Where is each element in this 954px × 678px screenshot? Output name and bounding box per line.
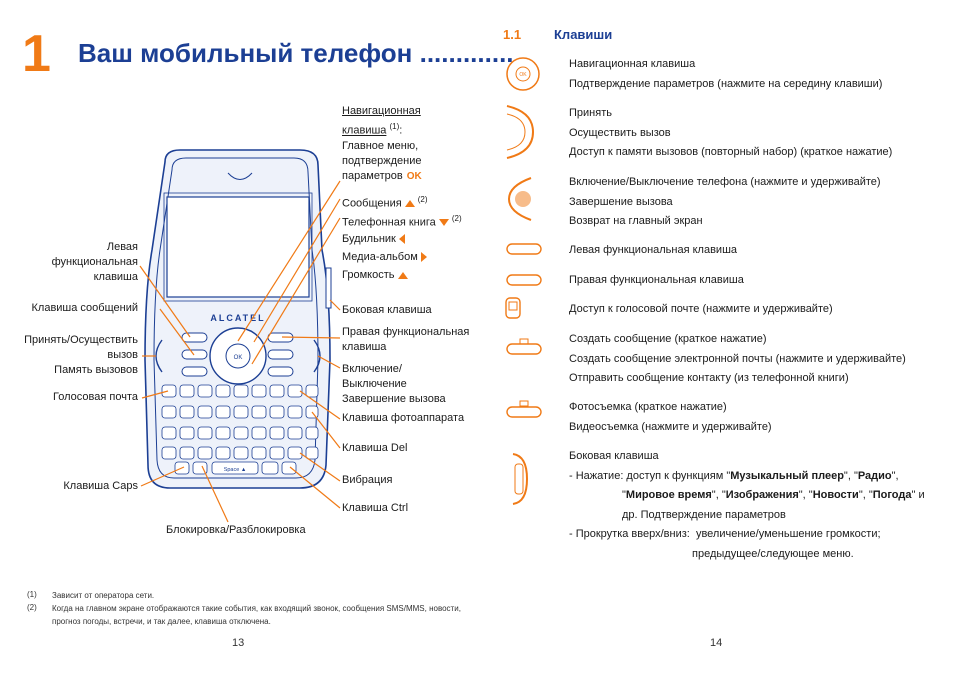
footnote-1: Зависит от оператора сети. xyxy=(52,591,155,600)
nav-key-icon xyxy=(503,56,543,92)
label-alarm: Будильник xyxy=(342,232,405,247)
camera-key-icon xyxy=(503,399,543,419)
key-row-message: Создать сообщение (краткое нажатие) Создать сообщение электронной почты (нажмите и удерживайте) Отправить сообщение контакту (из телефонной книги) xyxy=(569,333,906,384)
key-row-left-soft: Левая функциональная клавиша xyxy=(569,244,738,256)
section-number: 1.1 xyxy=(503,27,522,42)
label-volume: Громкость xyxy=(342,268,408,283)
right-soft-key-icon xyxy=(503,272,543,288)
chapter-number: 1 xyxy=(22,25,51,83)
label-left-soft-key: Левая функциональная клавиша xyxy=(51,241,138,283)
space-key-label: Space ▲ xyxy=(223,467,247,473)
footnote-1-mark: (1) xyxy=(27,590,37,599)
label-lock: Блокировка/Разблокировка xyxy=(166,524,306,536)
label-nav-key: Навигационная клавиша $^{(1)}$: Главное меню, подтверждение параметров OK xyxy=(342,105,422,182)
label-vibration: Вибрация xyxy=(342,474,393,486)
chapter-title: Ваш мобильный телефон ............. xyxy=(78,38,514,68)
footnote-2-mark: (2) xyxy=(27,603,37,612)
label-side-key: Боковая клавиша xyxy=(342,304,432,316)
section-title: Клавиши xyxy=(554,27,613,42)
label-ctrl-key: Клавиша Ctrl xyxy=(342,502,409,514)
label-caps-key: Клавиша Caps xyxy=(63,480,138,492)
label-accept-key: Принять/Осуществить вызов Память вызовов xyxy=(24,334,138,376)
end-key-icon xyxy=(503,176,543,222)
svg-text:OK: OK xyxy=(519,72,527,78)
footnote-2: Когда на главном экране отображаются такие события, как входящий звонок, сообщения SMS/MMS, новости, xyxy=(52,604,461,613)
label-phonebook: Телефонная книга $^{(2)}$ xyxy=(342,214,462,229)
message-key-icon xyxy=(503,338,543,358)
brand-logo: ALCATEL xyxy=(210,313,266,323)
side-key-icon xyxy=(503,452,533,506)
label-camera-key: Клавиша фотоаппарата xyxy=(342,412,465,424)
label-message-key: Клавиша сообщений xyxy=(31,302,138,314)
label-media: Медиа-альбом xyxy=(342,250,427,265)
label-voicemail: Голосовая почта xyxy=(53,391,138,403)
key-row-end: Включение/Выключение телефона (нажмите и удерживайте) Завершение вызова Возврат на главный экран xyxy=(569,176,881,227)
label-del-key: Клавиша Del xyxy=(342,442,408,454)
label-power: Включение/ Выключение Завершение вызова xyxy=(342,363,446,405)
key-row-right-soft: Правая функциональная клавиша xyxy=(569,274,744,286)
label-messages: Сообщения $^{(2)}$ xyxy=(342,195,428,210)
key-row-voicemail: Доступ к голосовой почте (нажмите и удерживайте) xyxy=(569,303,833,315)
call-key-icon xyxy=(503,104,543,160)
page-number-right: 14 xyxy=(710,637,723,649)
footnote-2-cont: прогноз погоды, встречи, и так далее, клавиша отключена. xyxy=(52,617,271,626)
left-soft-key-icon xyxy=(503,241,543,257)
key-row-call: Принять Осуществить вызов Доступ к памяти вызовов (повторный набор) (краткое нажатие) xyxy=(569,107,893,158)
key-row-nav: Навигационная клавиша Подтверждение параметров (нажмите на середину клавиши) xyxy=(569,58,883,90)
key-row-side: Боковая клавиша - Нажатие: доступ к функциям "Музыкальный плеер", "Радио", "Мировое время", "Изображения", "Новости", "Погода" и др. Подтверждение параметров - Прокрутка вверх/вниз: увеличение/уменьшение громкости; предыдущее/следующее меню. xyxy=(569,450,925,560)
page-number-left: 13 xyxy=(232,637,245,649)
svg-text:OK: OK xyxy=(233,355,243,361)
voicemail-key-icon xyxy=(503,296,523,322)
label-right-soft-key: Правая функциональная клавиша xyxy=(342,326,470,353)
key-row-camera: Фотосъемка (краткое нажатие) Видеосъемка (нажмите и удерживайте) xyxy=(569,401,772,433)
